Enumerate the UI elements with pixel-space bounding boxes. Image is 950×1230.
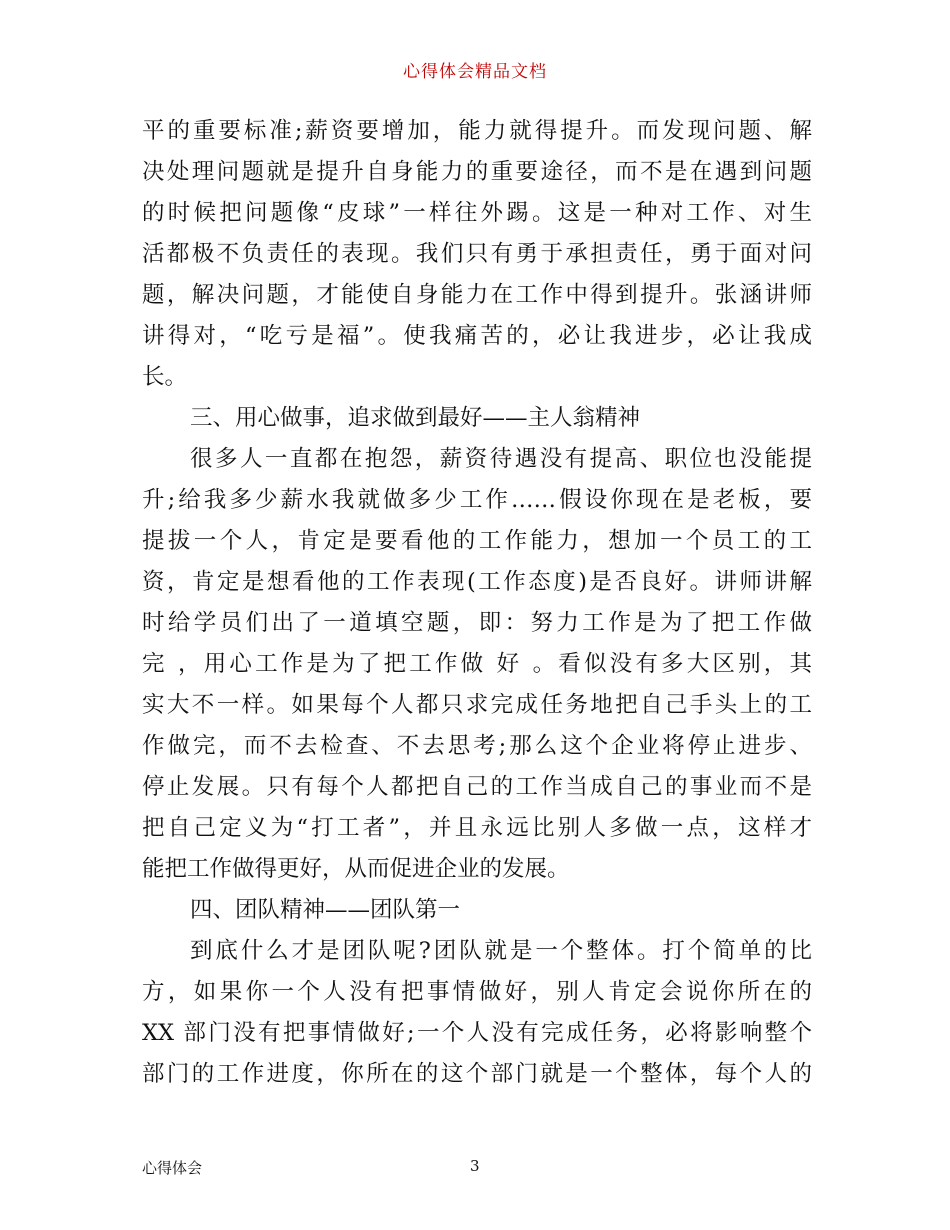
section-heading: 三、用心做事，追求做到最好——主人翁精神 [190,405,641,431]
section-heading: 四、团队精神——团队第一 [190,897,461,923]
paragraph-line: 方，如果你一个人没有把事情做好，别人肯定会说你所在的 [142,979,812,1005]
document-header-title: 心得体会精品文档 [403,62,547,82]
paragraph-line: 作做完，而不去检查、不去思考;那么这个企业将停止进步、 [142,733,812,759]
footer-label: 心得体会 [142,1159,203,1177]
paragraph-line: 完 ，用心工作是为了把工作做 好 。看似没有多大区别，其 [142,651,812,677]
paragraph-line: 的时候把问题像“皮球”一样往外踢。这是一种对工作、对生 [142,200,812,226]
paragraph-line: XX 部门没有把事情做好;一个人没有完成任务，必将影响整个 [142,1020,812,1046]
paragraph-line: 决处理问题就是提升自身能力的重要途径，而不是在遇到问题 [142,159,812,185]
paragraph-line: 题，解决问题，才能使自身能力在工作中得到提升。张涵讲师 [142,282,812,308]
paragraph-line: 活都极不负责任的表现。我们只有勇于承担责任，勇于面对问 [142,241,812,267]
paragraph-line: 讲得对，“吃亏是福”。使我痛苦的，必让我进步，必让我成 [142,323,812,349]
paragraph-line: 到底什么才是团队呢?团队就是一个整体。打个简单的比 [190,938,812,964]
paragraph-line: 停止发展。只有每个人都把自己的工作当成自己的事业而不是 [142,774,812,800]
paragraph-line: 实大不一样。如果每个人都只求完成任务地把自己手头上的工 [142,692,812,718]
paragraph-line: 把自己定义为“打工者”，并且永远比别人多做一点，这样才 [142,815,812,841]
paragraph-line: 能把工作做得更好，从而促进企业的发展。 [142,856,570,882]
paragraph-line: 部门的工作进度，你所在的这个部门就是一个整体，每个人的 [142,1061,812,1087]
paragraph-line: 很多人一直都在抱怨，薪资待遇没有提高、职位也没能提 [190,446,812,472]
paragraph-line: 时给学员们出了一道填空题，即：努力工作是为了把工作做 [142,610,812,636]
paragraph-line: 升;给我多少薪水我就做多少工作……假设你现在是老板，要 [142,487,812,513]
paragraph-line: 平的重要标准;薪资要增加，能力就得提升。而发现问题、解 [142,118,812,144]
paragraph-line: 提拔一个人，肯定是要看他的工作能力，想加一个员工的工 [142,528,812,554]
document-body [142,111,812,1095]
paragraph-line: 资，肯定是想看他的工作表现(工作态度)是否良好。讲师讲解 [142,569,812,595]
paragraph-line: 长。 [142,364,188,390]
page-number: 3 [470,1157,480,1175]
